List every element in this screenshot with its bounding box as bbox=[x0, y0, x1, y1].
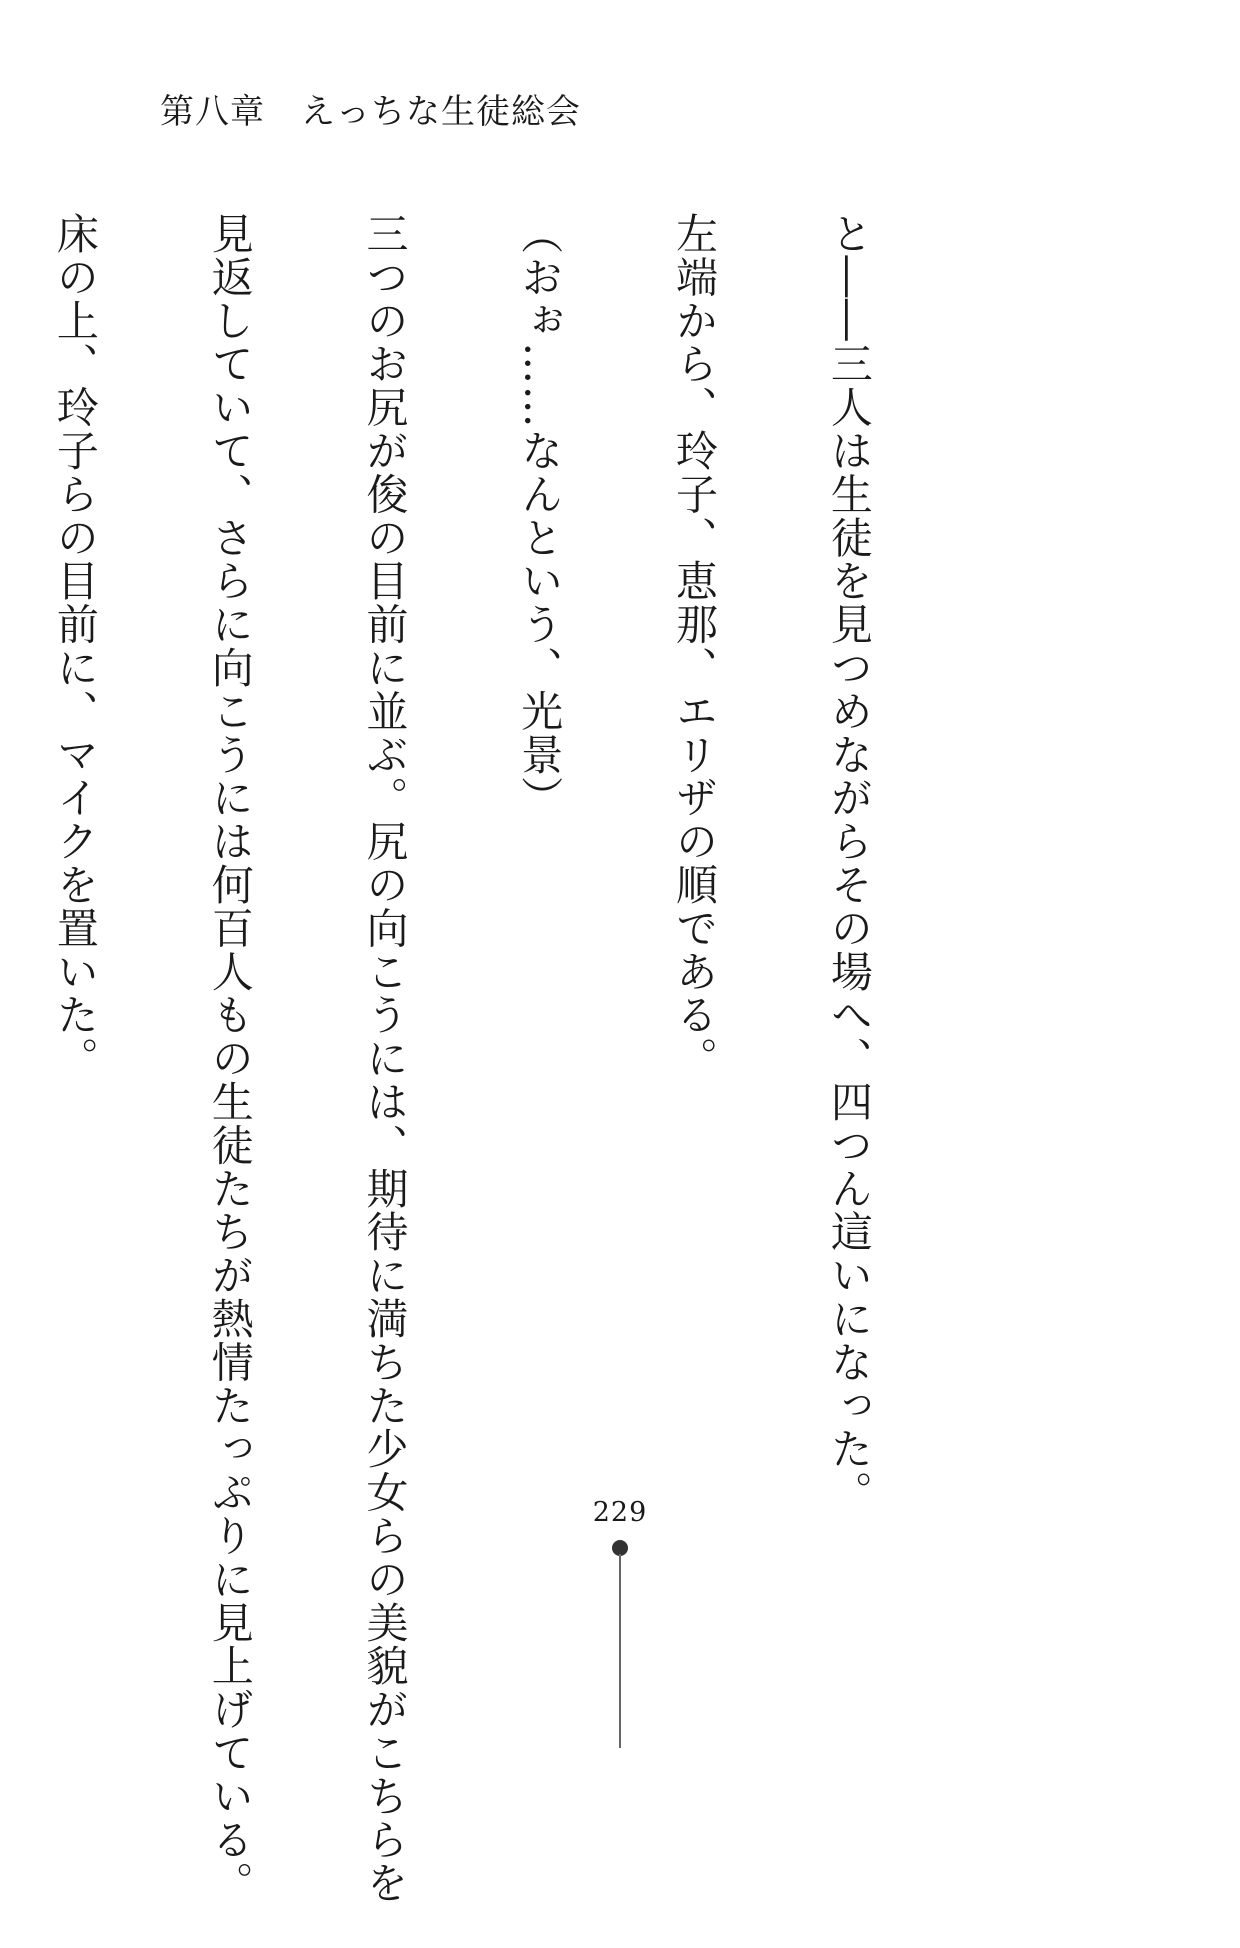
page-number: 229 bbox=[592, 1497, 648, 1528]
text-line: 見返していて、さらに向こうには何百人もの生徒たちが熱情たっぷりに見上げている。 bbox=[205, 212, 255, 1905]
page-marker-ornament bbox=[612, 1540, 628, 1748]
chapter-title: えっちな生徒総会 bbox=[301, 92, 581, 132]
text-line: 三つのお尻が俊の目前に並ぶ。尻の向こうには、期待に満ちた少女らの美貌がこちらを bbox=[360, 212, 410, 1905]
chapter-number: 第八章 bbox=[160, 92, 265, 132]
text-line: 床の上、玲子らの目前に、マイクを置いた。 bbox=[50, 212, 100, 1080]
text-line: と――三人は生徒を見つめながらその場へ、四つん這いになった。 bbox=[824, 212, 874, 1514]
marker-line bbox=[619, 1554, 621, 1748]
chapter-header bbox=[160, 84, 581, 133]
text-line: 左端から、玲子、恵那、エリザの順である。 bbox=[670, 212, 720, 1080]
text-line: （おぉ……なんという、光景） bbox=[515, 212, 565, 820]
